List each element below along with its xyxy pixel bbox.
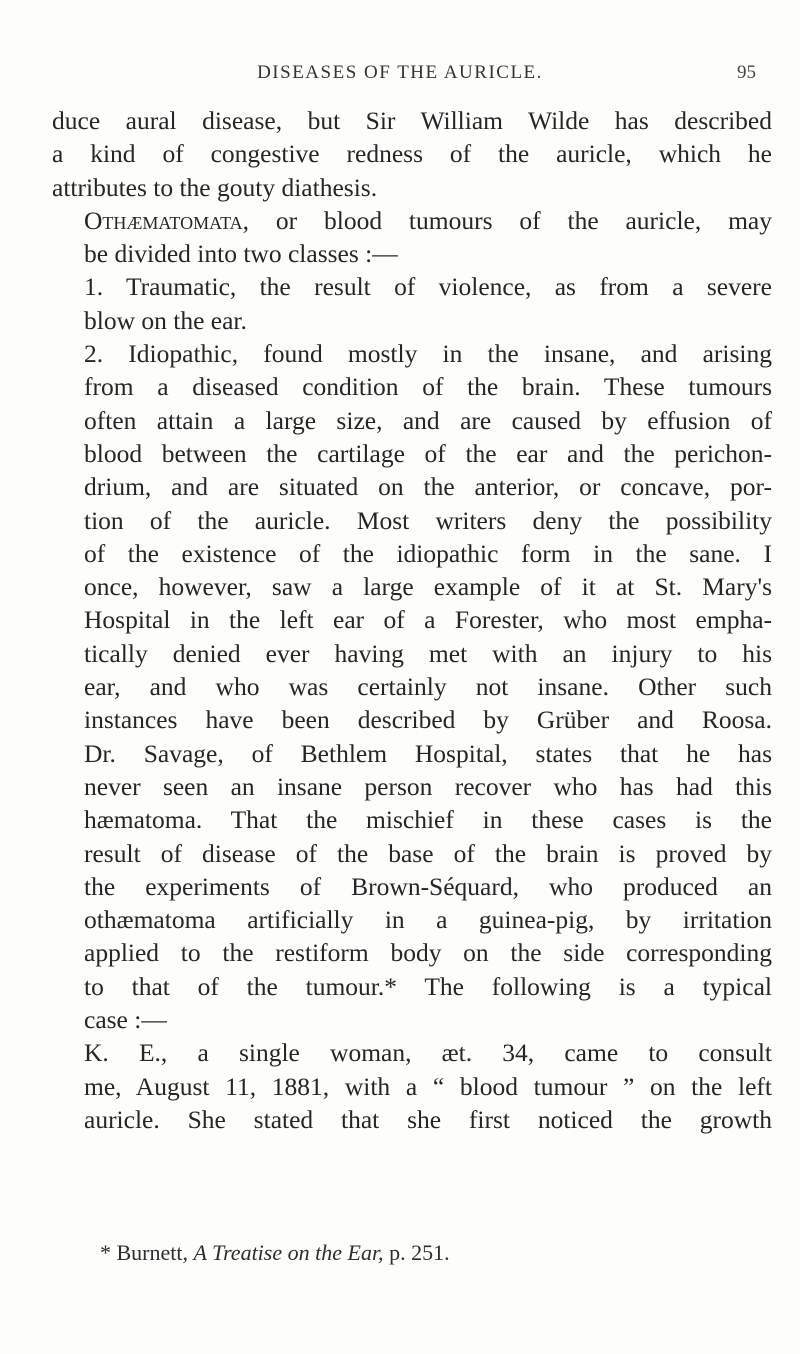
text-line: Hospital in the left ear of a Forester, who most empha- <box>84 605 772 635</box>
text-line: the experiments of Brown-Séquard, who produced an <box>84 871 772 901</box>
text-line: blow on the ear. <box>84 305 247 335</box>
text-line <box>52 204 772 237</box>
running-head: DISEASES OF THE AURICLE. <box>257 62 543 83</box>
text-line: ear, and who was certainly not insane. Other such <box>84 672 772 702</box>
text-line: drium, and are situated on the anterior, or concave, por- <box>84 472 772 502</box>
footnote <box>100 1239 780 1267</box>
text-line: duce aural disease, but Sir William Wilde has described <box>52 106 772 135</box>
text-line: auricle. She stated that she first noticed the growth <box>84 1104 772 1134</box>
text-line: tion of the auricle. Most writers deny the possibility <box>84 505 772 535</box>
text-line: case :— <box>84 1005 167 1035</box>
text-line: applied to the restiform body on the side corresponding <box>84 938 772 968</box>
page-number: 95 <box>737 62 756 83</box>
text-line: from a diseased condition of the brain. These tumours <box>84 372 772 402</box>
text-line: never seen an insane person recover who has had this <box>84 771 772 801</box>
paragraph-traumatic <box>52 270 772 337</box>
text-line: result of disease of the base of the brain is proved by <box>84 838 772 868</box>
text-line: be divided into two classes :— <box>84 239 398 269</box>
text-line: 1. Traumatic, the result of violence, as from a severe <box>84 272 772 302</box>
text-line: attributes to the gouty diathesis. <box>52 172 378 202</box>
text-line: a kind of congestive redness of the auricle, which he <box>52 139 772 169</box>
text-line: me, August 11, 1881, with a “ blood tumour ” on the left <box>84 1071 772 1101</box>
paragraph-idiopathic <box>52 337 772 1036</box>
text-fragment: or blood tumours of the auricle, may <box>249 205 772 235</box>
footnote-author: * Burnett, <box>100 1240 188 1265</box>
text-line: 2. Idiopathic, found mostly in the insane, and arising <box>84 339 772 369</box>
text-line: instances have been described by Grüber and Roosa. <box>84 705 772 735</box>
text-line: blood between the cartilage of the ear and the perichon- <box>84 438 772 468</box>
body-text <box>52 104 772 1136</box>
paragraph-case-report <box>52 1036 772 1136</box>
text-line: K. E., a single woman, æt. 34, came to consult <box>84 1038 772 1068</box>
text-line: often attain a large size, and are caused by effusion of <box>84 405 772 435</box>
footnote-page-ref: p. 251. <box>389 1240 450 1265</box>
text-line: once, however, saw a large example of it at St. Mary's <box>84 572 772 602</box>
text-line: to that of the tumour.* The following is a typical <box>84 971 772 1001</box>
text-line: Dr. Savage, of Bethlem Hospital, states that he has <box>84 738 772 768</box>
paragraph-gouty-redness <box>52 104 772 204</box>
text-line: hæmatoma. That the mischief in these cases is the <box>84 805 772 835</box>
text-line: tically denied ever having met with an injury to his <box>84 638 772 668</box>
term-othaematomata: Othæmatomata, <box>84 205 250 235</box>
text-line: othæmatoma artificially in a guinea-pig, by irritation <box>84 905 772 935</box>
footnote-title: A Treatise on the Ear, <box>193 1240 384 1265</box>
text-line: of the existence of the idiopathic form in the sane. I <box>84 538 772 568</box>
paragraph-othaematomata <box>52 204 772 271</box>
